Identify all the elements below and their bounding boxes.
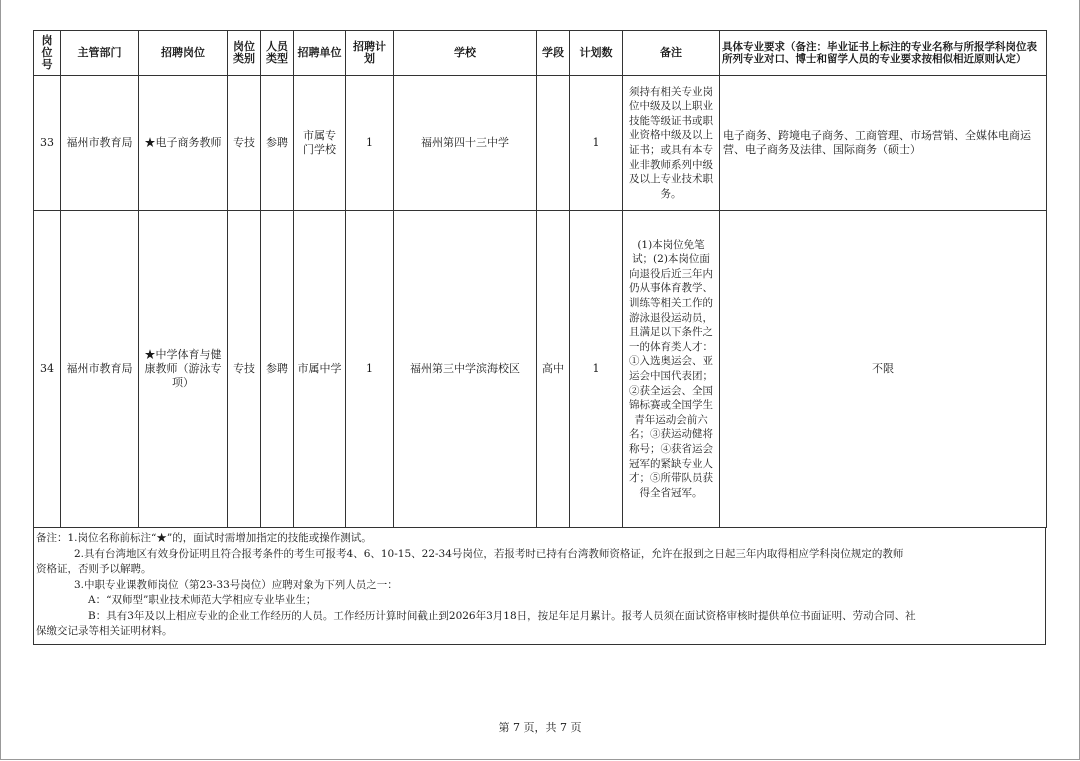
header-requirements: 具体专业要求（备注：毕业证书上标注的专业名称与所报学科岗位表所列专业对口、博士和留学人员的专业要求按相似相近原则认定）: [720, 31, 1047, 76]
note-2-cont: 资格证，否则予以解聘。: [36, 563, 152, 575]
cell-requirements: 电子商务、跨境电子商务、工商管理、市场营销、全媒体电商运营、电子商务及法律、国际商务（硕士）: [720, 76, 1047, 211]
header-unit: 招聘单位: [294, 31, 346, 76]
cell-position: ★电子商务教师: [139, 76, 228, 211]
cell-school: 福州第三中学滨海校区: [394, 211, 537, 528]
cell-position: ★中学体育与健康教师（游泳专项）: [139, 211, 228, 528]
table-header-row: [34, 31, 1047, 76]
cell-department: 福州市教育局: [61, 76, 139, 211]
note-3a: A：“双师型”职业技术师范大学相应专业毕业生；: [88, 594, 317, 606]
page-number: 第 7 页，共 7 页: [498, 721, 582, 734]
table-row: [34, 211, 1047, 528]
cell-post-type: 专技: [228, 211, 261, 528]
cell-remarks: 须持有相关专业岗位中级及以上职业技能等级证书或职业资格中级及以上证书；或具有本专业非教师系列中级及以上专业技术职务。: [623, 76, 720, 211]
header-post-no: 岗位号: [34, 31, 61, 76]
cell-count: 1: [570, 211, 623, 528]
note-3b: B：具有3年及以上相应专业的企业工作经历的人员。工作经历计算时间截止到2026年3月18日，按足年足月累计。报考人员须在面试资格审核时提供单位书面证明、劳动合同、社: [88, 609, 916, 622]
cell-level: [537, 76, 570, 211]
cell-unit: 市属中学: [294, 211, 346, 528]
cell-remarks: (1)本岗位免笔试；(2)本岗位面向退役后近三年内仍从事体育教学、训练等相关工作的游泳退役运动员，且满足以下条件之一的体育类人才：①入选奥运会、亚运会中国代表团；②获全运会、全国锦标赛或全国学生青年运动会前六名；③获运动健将称号；④获省运会冠军的紧缺专业人才；⑤所带队员获得全省冠军。: [623, 211, 720, 528]
note-3b-cont: 保缴交记录等相关证明材料。: [36, 625, 173, 637]
cell-school: 福州第四十三中学: [394, 76, 537, 211]
cell-post-type: 专技: [228, 76, 261, 211]
cell-staff-type: 参聘: [261, 76, 294, 211]
cell-count: 1: [570, 76, 623, 211]
note-2: 2.具有台湾地区有效身份证明且符合报考条件的考生可报考4、6、10-15、22-34号岗位，若报考时已持有台湾教师资格证，允许在报到之日起三年内取得相应学科岗位规定的教师: [74, 547, 904, 560]
cell-plan: 1: [346, 211, 394, 528]
header-school: 学校: [394, 31, 537, 76]
notes-block: [33, 527, 1046, 645]
recruitment-table: [33, 30, 1047, 528]
header-plan: 招聘计划: [346, 31, 394, 76]
header-post-type: 岗位类别: [228, 31, 261, 76]
cell-requirements: 不限: [720, 211, 1047, 528]
cell-level: 高中: [537, 211, 570, 528]
cell-post-no: 34: [34, 211, 61, 528]
header-count: 计划数: [570, 31, 623, 76]
header-staff-type: 人员类型: [261, 31, 294, 76]
header-position: 招聘岗位: [139, 31, 228, 76]
note-1: 备注：1.岗位名称前标注“★”的，面试时需增加指定的技能或操作测试。: [36, 532, 372, 544]
table-row: [34, 76, 1047, 211]
header-level: 学段: [537, 31, 570, 76]
cell-staff-type: 参聘: [261, 211, 294, 528]
cell-department: 福州市教育局: [61, 211, 139, 528]
header-department: 主管部门: [61, 31, 139, 76]
cell-plan: 1: [346, 76, 394, 211]
cell-post-no: 33: [34, 76, 61, 211]
note-3: 3.中职专业课教师岗位（第23-33号岗位）应聘对象为下列人员之一：: [74, 578, 398, 591]
cell-unit: 市属专门学校: [294, 76, 346, 211]
header-remarks: 备注: [623, 31, 720, 76]
